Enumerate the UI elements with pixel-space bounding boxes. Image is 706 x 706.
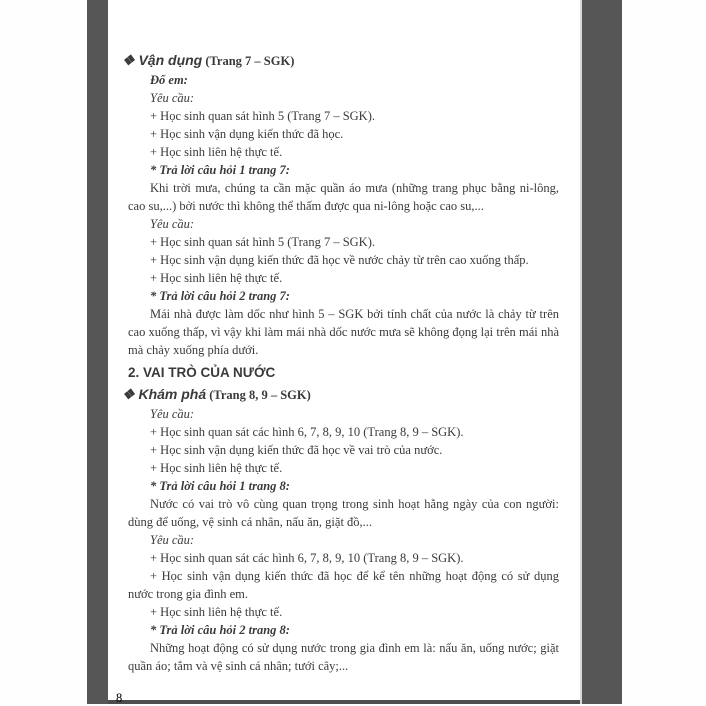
diamond-bullet-icon: ❖ bbox=[122, 52, 139, 68]
requirement-item: + Học sinh vận dụng kiến thức đã học. bbox=[150, 127, 344, 141]
requirement-item: + Học sinh liên hệ thực tế. bbox=[150, 145, 283, 159]
requirement-item: + Học sinh quan sát hình 5 (Trang 7 – SGK). bbox=[150, 109, 375, 123]
activity-name: Khám phá bbox=[138, 386, 207, 402]
answer-heading: * Trả lời câu hỏi 2 trang 8: bbox=[150, 623, 290, 637]
answer-heading: * Trả lời câu hỏi 2 trang 7: bbox=[150, 289, 290, 303]
requirement-item: + Học sinh vận dụng kiến thức đã học về vai trò của nước. bbox=[150, 443, 443, 457]
book-page bbox=[108, 0, 580, 705]
requirement-label: Yêu cầu: bbox=[150, 407, 195, 421]
answer-heading: * Trả lời câu hỏi 1 trang 7: bbox=[150, 163, 290, 177]
requirement-item: + Học sinh quan sát các hình 6, 7, 8, 9, 10 (Trang 8, 9 – SGK). bbox=[150, 551, 464, 565]
page-number: 8 bbox=[116, 691, 123, 705]
requirement-item: + Học sinh vận dụng kiến thức đã học để kể tên những hoạt động có sử dụng nước trong gia đình em. bbox=[128, 569, 559, 601]
answer-paragraph: Những hoạt động có sử dụng nước trong gia đình em là: nấu ăn, uống nước; giặt quần áo; tắm và vệ sinh cá nhân; tưới cây;... bbox=[128, 641, 559, 673]
book-right-edge bbox=[580, 0, 622, 704]
requirement-label: Yêu cầu: bbox=[150, 217, 195, 231]
requirement-item: + Học sinh quan sát các hình 6, 7, 8, 9, 10 (Trang 8, 9 – SGK). bbox=[150, 425, 464, 439]
requirement-item: + Học sinh liên hệ thực tế. bbox=[150, 605, 283, 619]
book-left-edge bbox=[87, 0, 108, 704]
activity-page-ref: (Trang 7 – SGK) bbox=[202, 54, 295, 68]
requirement-label: Yêu cầu: bbox=[150, 533, 195, 547]
task-label: Đố em: bbox=[150, 73, 188, 87]
answer-paragraph: Khi trời mưa, chúng ta cần mặc quần áo mưa (những trang phục bằng ni-lông, cao su,...) bởi nước thì không thể thấm được qua ni-lông hoặc cao su,... bbox=[128, 181, 559, 213]
answer-paragraph: Mái nhà được làm dốc như hình 5 – SGK bởi tính chất của nước là chảy từ trên cao xuống thấp, vì vậy khi làm mái nhà dốc nước mưa sẽ không đọng lại trên mái nhà mà chảy xuống phía dưới. bbox=[128, 307, 559, 357]
requirement-item: + Học sinh liên hệ thực tế. bbox=[150, 461, 283, 475]
activity-heading bbox=[122, 51, 559, 70]
requirement-item: + Học sinh quan sát hình 5 (Trang 7 – SGK). bbox=[150, 235, 375, 249]
requirement-item: + Học sinh liên hệ thực tế. bbox=[150, 271, 283, 285]
section-heading: 2. VAI TRÒ CỦA NƯỚC bbox=[128, 365, 276, 380]
activity-name: Vận dụng bbox=[138, 52, 203, 68]
answer-paragraph: Nước có vai trò vô cùng quan trọng trong sinh hoạt hằng ngày của con người: dùng để uống, vệ sinh cá nhân, nấu ăn, giặt đồ,... bbox=[128, 497, 559, 529]
activity-page-ref: (Trang 8, 9 – SGK) bbox=[206, 388, 311, 402]
answer-heading: * Trả lời câu hỏi 1 trang 8: bbox=[150, 479, 290, 493]
requirement-label: Yêu cầu: bbox=[150, 91, 195, 105]
page-content bbox=[108, 0, 580, 675]
activity-heading bbox=[122, 385, 559, 404]
diamond-bullet-icon: ❖ bbox=[122, 386, 139, 402]
requirement-item: + Học sinh vận dụng kiến thức đã học về nước chảy từ trên cao xuống thấp. bbox=[150, 253, 529, 267]
